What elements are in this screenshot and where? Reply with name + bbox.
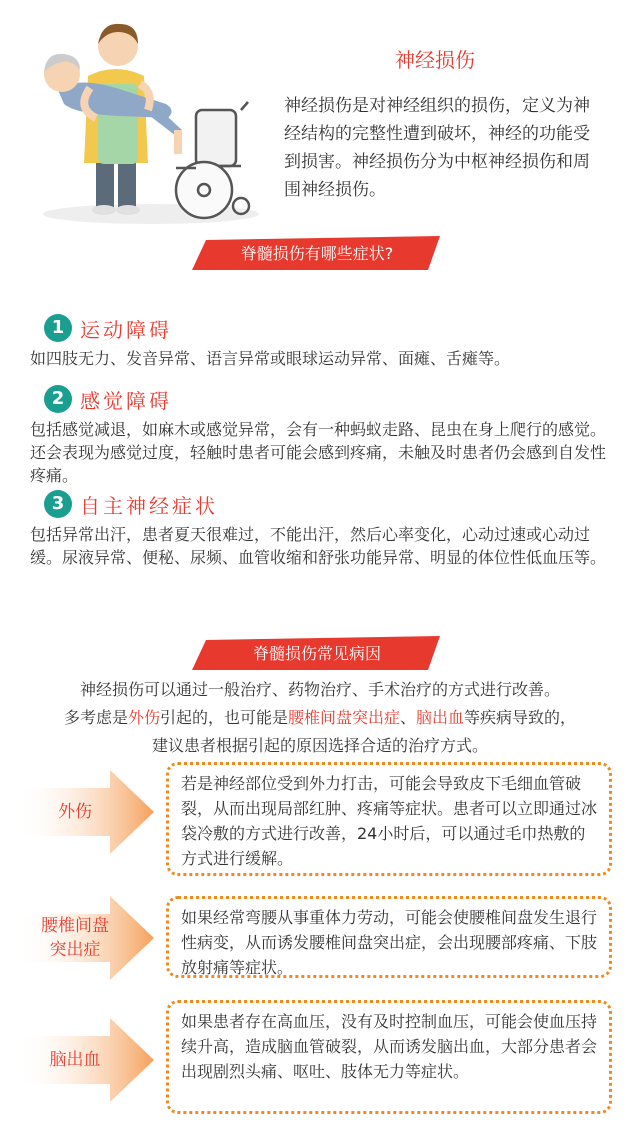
intro-line-1: 神经损伤可以通过一般治疗、药物治疗、手术治疗的方式进行改善。 (79, 680, 560, 699)
intro-text: 引起的，也可能是 (159, 708, 288, 727)
cause-label-line: 脑出血 (49, 1050, 101, 1070)
symptom-title: 自主神经症状 (80, 493, 218, 518)
cause-label-line: 腰椎间盘 (41, 916, 109, 936)
cause-label-arrow (14, 770, 154, 854)
cause-description-box: 如果经常弯腰从事重体力劳动，可能会使腰椎间盘发生退行性病变，从而诱发腰椎间盘突出症，会出现腰部疼痛、下肢放射痛等症状。 (166, 896, 612, 978)
hero-title: 神经损伤 (395, 48, 475, 72)
intro-text: 、 (400, 708, 417, 727)
cause-label-line: 突出症 (49, 940, 101, 960)
symptom-title: 运动障碍 (80, 317, 172, 342)
cause-label (20, 770, 130, 854)
cause-description-box: 如果患者存在高血压，没有及时控制血压，可能会使血压持续升高，造成脑血管破裂，从而诱发脑出血，大部分患者会出现剧烈头痛、呕吐、肢体无力等症状。 (166, 1000, 612, 1114)
cause-label-arrow (14, 896, 154, 980)
cause-label (20, 1018, 130, 1102)
cause-label-line: 外伤 (58, 802, 92, 822)
symptom-item (30, 313, 620, 370)
intro-line-3: 建议患者根据引起的原因选择合适的治疗方式。 (151, 736, 488, 755)
symptom-description: 包括感觉减退，如麻木或感觉异常，会有一种蚂蚁走路、昆虫在身上爬行的感觉。还会表现为感觉过度，轻触时患者可能会感到疼痛，未触及时患者仍会感到自发性疼痛。 (30, 420, 607, 485)
highlight-cerebral-hemorrhage: 脑出血 (416, 708, 465, 727)
banner-title: 脊髓损伤有哪些症状? (240, 244, 394, 263)
section-banner-symptoms (192, 236, 442, 272)
cause-label-arrow (14, 1018, 154, 1102)
hero-section (0, 0, 640, 232)
symptom-header (30, 313, 620, 343)
number-badge: 1 (44, 314, 72, 342)
symptom-header (30, 489, 620, 519)
hero-description: 神经损伤是对神经组织的损伤，定义为神经结构的完整性遭到破坏，神经的功能受到损害。神经损伤分为中枢神经损伤和周围神经损伤。 (284, 96, 590, 200)
cause-label (20, 896, 130, 980)
symptom-title: 感觉障碍 (80, 388, 172, 413)
highlight-lumbar-disc: 腰椎间盘突出症 (287, 708, 400, 727)
symptom-header (30, 384, 620, 414)
symptom-item (30, 384, 620, 487)
number-badge: 3 (44, 490, 72, 518)
symptom-description: 如四肢无力、发音异常、语言异常或眼球运动异常、面瘫、舌瘫等。 (30, 349, 511, 368)
section-banner-causes (192, 636, 442, 672)
causes-intro (0, 676, 640, 760)
banner-title: 脊髓损伤常见病因 (252, 644, 381, 663)
symptom-description: 包括异常出汗，患者夏天很难过，不能出汗，然后心率变化，心动过速或心动过缓。尿液异常、便秘、尿频、血管收缩和舒张功能异常、明显的体位性低血压等。 (30, 525, 607, 567)
highlight-trauma: 外伤 (127, 708, 160, 727)
intro-line-2 (0, 704, 640, 732)
intro-text: 多考虑是 (63, 708, 128, 727)
caregiver-carrying-patient-to-wheelchair-illustration (36, 18, 266, 228)
number-badge: 2 (44, 385, 72, 413)
cause-description-box: 若是神经部位受到外力打击，可能会导致皮下毛细血管破裂，从而出现局部红肿、疼痛等症状。患者可以立即通过冰袋冷敷的方式进行改善，24小时后，可以通过毛巾热敷的方式进行缓解。 (166, 762, 612, 876)
symptom-item (30, 489, 620, 569)
intro-text: 等疾病导致的， (464, 708, 577, 727)
